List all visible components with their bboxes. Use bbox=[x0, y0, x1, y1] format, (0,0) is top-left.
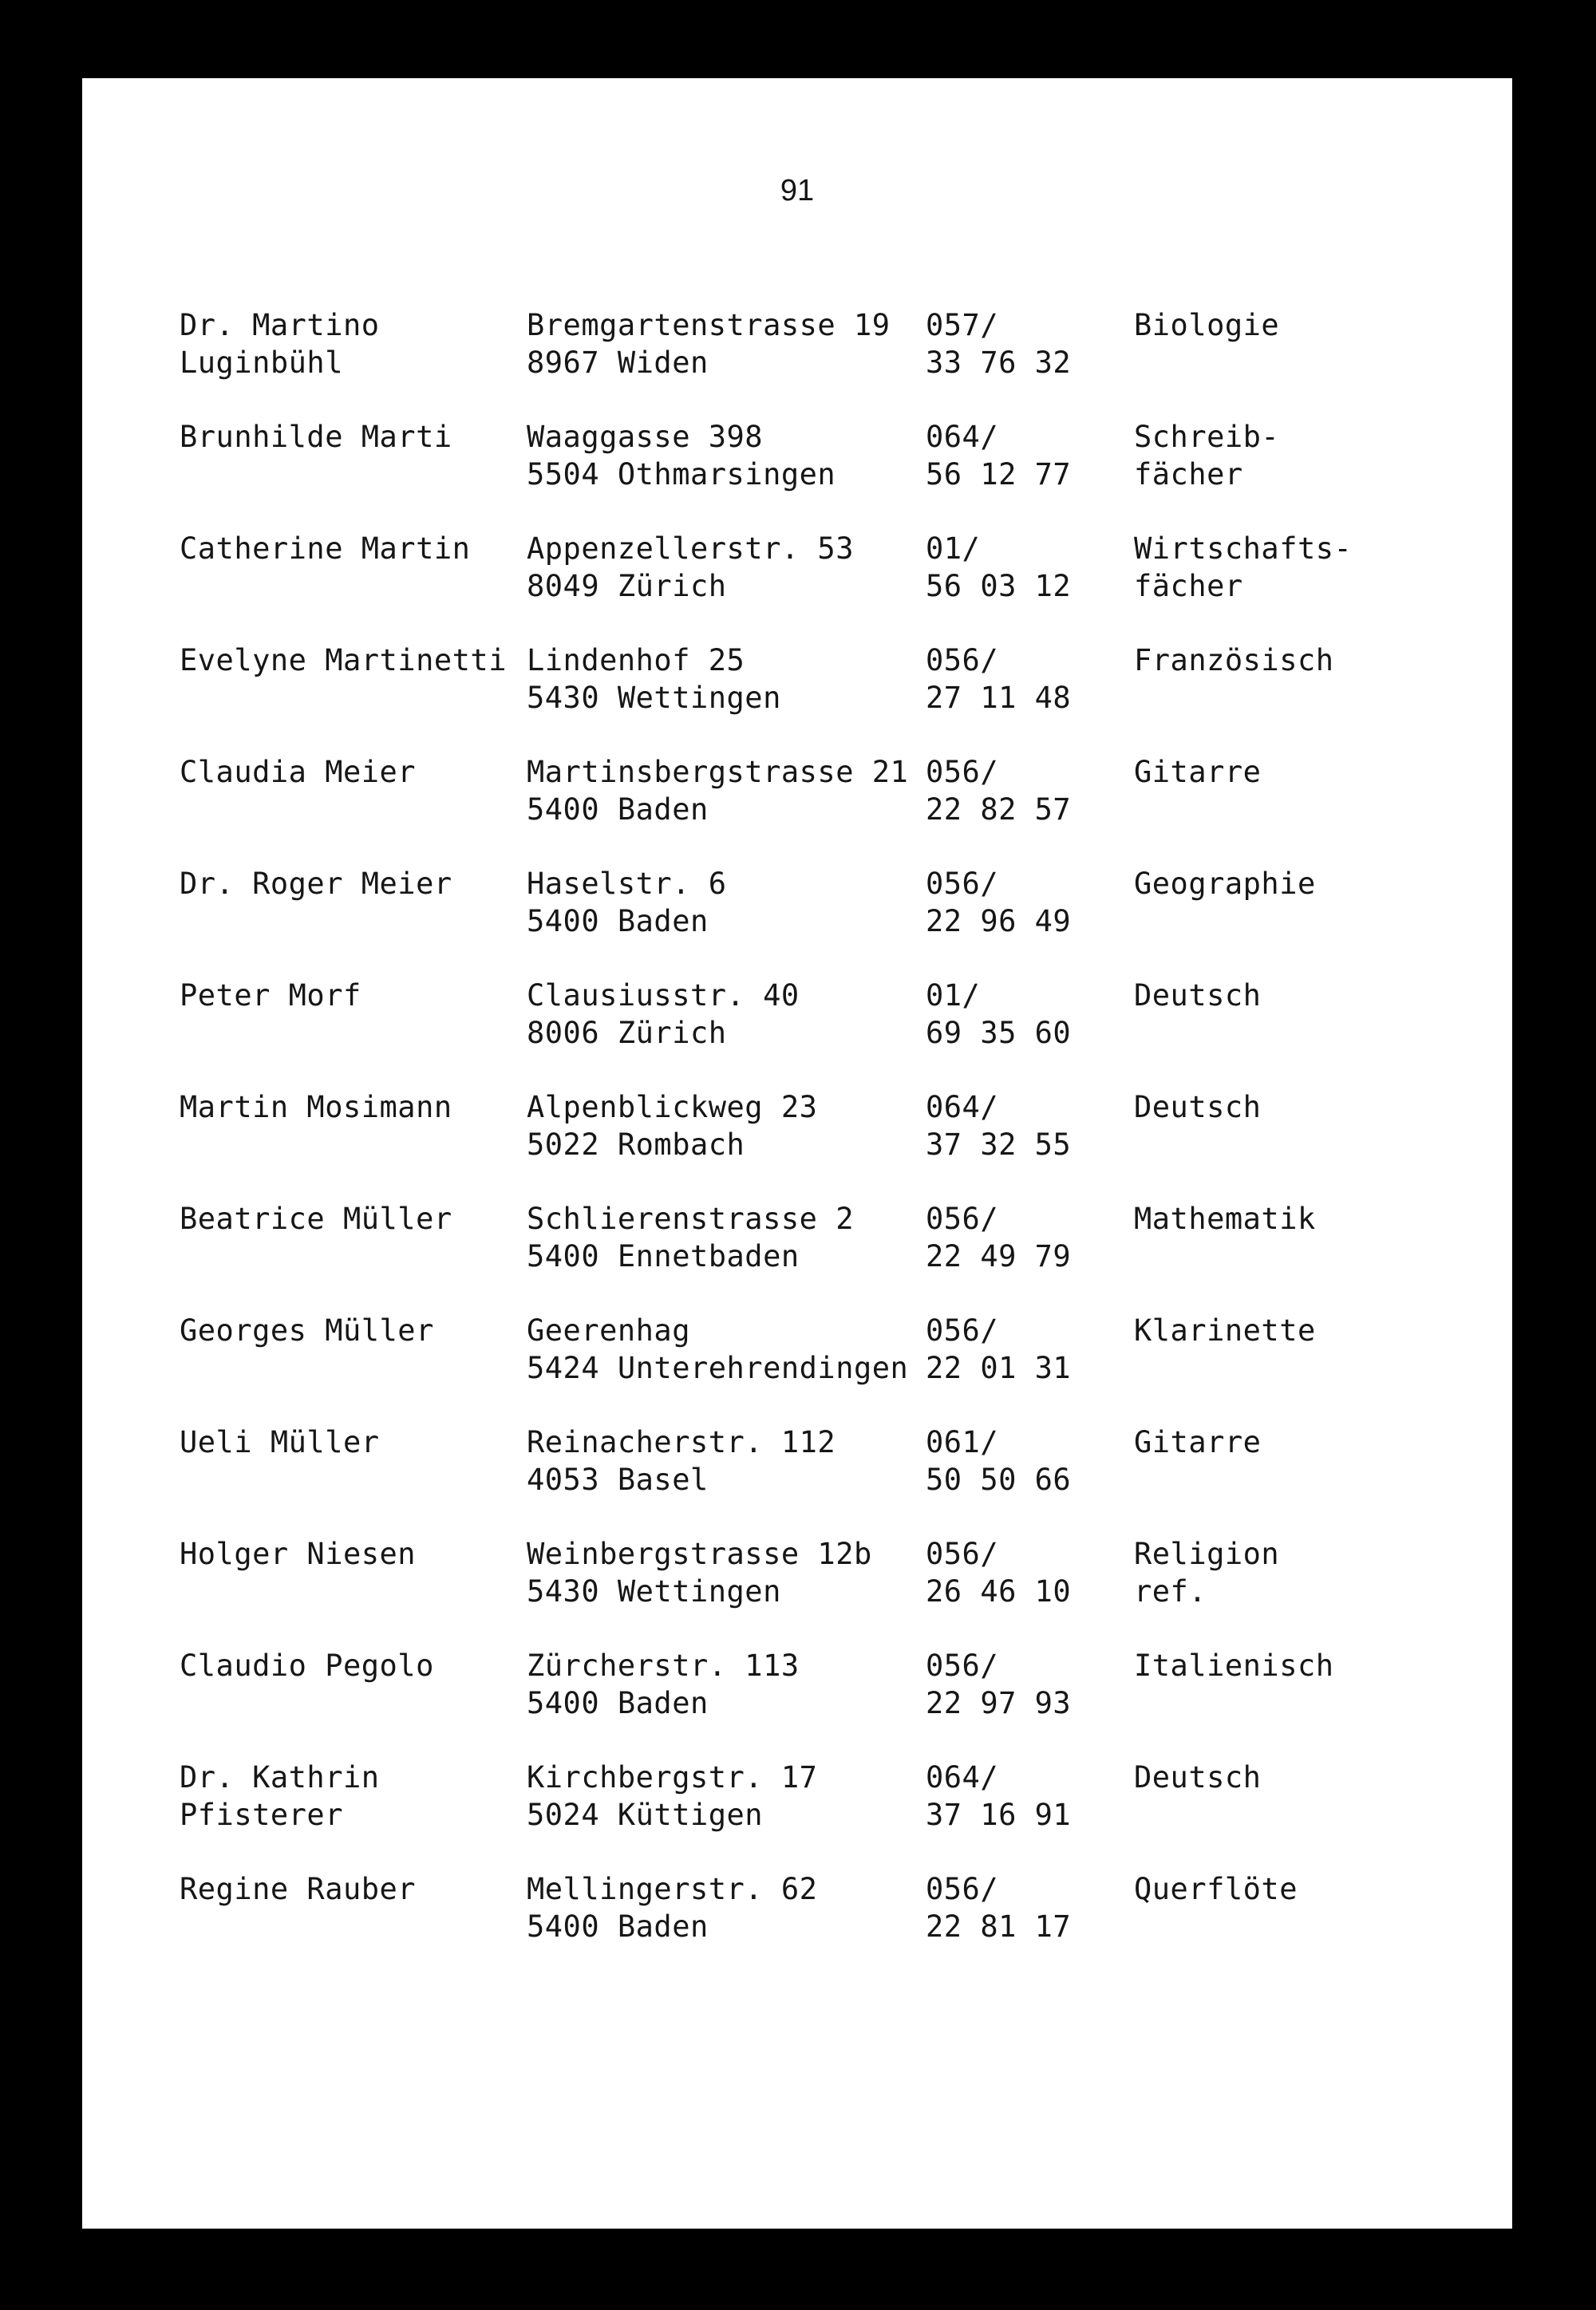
entry-phone bbox=[926, 1759, 1071, 1834]
entry-phone-line: 057/ bbox=[926, 308, 999, 342]
entry-phone bbox=[926, 753, 1071, 828]
entry-address-line: 8049 Zürich bbox=[527, 569, 727, 603]
entry-subject-line: Wirtschafts- bbox=[1134, 531, 1353, 566]
entry-name-line: Ueli Müller bbox=[180, 1425, 380, 1459]
entry-name-line: Brunhilde Marti bbox=[180, 420, 452, 454]
directory-entry bbox=[180, 306, 1456, 418]
directory-entry bbox=[180, 1312, 1456, 1424]
entry-address-line: 5024 Küttigen bbox=[527, 1798, 764, 1832]
entry-address-line: 5400 Baden bbox=[527, 792, 709, 827]
entry-address bbox=[527, 1200, 854, 1275]
entry-phone-line: 69 35 60 bbox=[926, 1016, 1072, 1050]
entry-phone-line: 27 11 48 bbox=[926, 681, 1072, 715]
directory-entry bbox=[180, 642, 1456, 753]
entry-phone-line: 056/ bbox=[926, 867, 999, 901]
entry-subject bbox=[1134, 306, 1279, 344]
entry-address-line: Martinsbergstrasse 21 bbox=[527, 755, 909, 789]
entry-phone-line: 26 46 10 bbox=[926, 1574, 1072, 1609]
entry-subject-line: Mathematik bbox=[1134, 1202, 1316, 1236]
entry-address-line: Appenzellerstr. 53 bbox=[527, 531, 854, 566]
entry-name bbox=[180, 1759, 380, 1834]
entry-address bbox=[527, 1535, 872, 1610]
directory-entry bbox=[180, 1535, 1456, 1647]
entry-phone bbox=[926, 642, 1071, 717]
entry-name bbox=[180, 418, 452, 456]
entry-subject bbox=[1134, 642, 1334, 679]
entry-phone-line: 064/ bbox=[926, 420, 999, 454]
entry-subject-line: ref. bbox=[1134, 1574, 1207, 1609]
entry-address-line: Alpenblickweg 23 bbox=[527, 1090, 818, 1124]
directory-entry bbox=[180, 865, 1456, 977]
entry-name-line: Dr. Kathrin bbox=[180, 1760, 380, 1795]
entry-phone bbox=[926, 1312, 1071, 1387]
entry-phone-line: 064/ bbox=[926, 1760, 999, 1795]
entry-name bbox=[180, 1424, 380, 1461]
directory-entry bbox=[180, 753, 1456, 865]
entry-address-line: 8006 Zürich bbox=[527, 1016, 727, 1050]
entry-address-line: 4053 Basel bbox=[527, 1463, 709, 1497]
entry-phone bbox=[926, 977, 1071, 1052]
entry-address bbox=[527, 306, 891, 381]
entry-phone-line: 50 50 66 bbox=[926, 1463, 1072, 1497]
entry-name-line: Luginbühl bbox=[180, 346, 343, 380]
entry-name bbox=[180, 642, 507, 679]
entry-address-line: Waaggasse 398 bbox=[527, 420, 764, 454]
entry-name bbox=[180, 530, 470, 567]
entry-name bbox=[180, 977, 361, 1014]
entry-subject-line: Französisch bbox=[1134, 643, 1334, 677]
entry-name bbox=[180, 1535, 416, 1573]
entry-name bbox=[180, 1088, 452, 1126]
entry-subject bbox=[1134, 1535, 1279, 1610]
entry-address-line: Schlierenstrasse 2 bbox=[527, 1202, 854, 1236]
entry-phone-line: 33 76 32 bbox=[926, 346, 1072, 380]
entry-address-line: Kirchbergstr. 17 bbox=[527, 1760, 818, 1795]
entry-phone-line: 22 97 93 bbox=[926, 1686, 1072, 1720]
entry-phone-line: 01/ bbox=[926, 978, 981, 1013]
entry-name-line: Claudia Meier bbox=[180, 755, 417, 789]
entry-phone bbox=[926, 1200, 1071, 1275]
entry-address bbox=[527, 1759, 817, 1834]
entry-address-line: 5430 Wettingen bbox=[527, 1574, 781, 1609]
entry-subject-line: Deutsch bbox=[1134, 1760, 1262, 1795]
entry-address-line: Mellingerstr. 62 bbox=[527, 1872, 818, 1906]
entry-phone bbox=[926, 1647, 1071, 1722]
entry-subject-line: fächer bbox=[1134, 457, 1243, 492]
document-page bbox=[82, 78, 1512, 2229]
entry-phone bbox=[926, 865, 1071, 940]
entry-name bbox=[180, 865, 452, 902]
entry-subject bbox=[1134, 530, 1352, 605]
entry-address-line: 5424 Unterehrendingen bbox=[527, 1351, 909, 1385]
entry-phone bbox=[926, 1870, 1071, 1945]
entry-address bbox=[527, 1647, 800, 1722]
entry-subject bbox=[1134, 1088, 1261, 1126]
directory-entry bbox=[180, 1088, 1456, 1200]
entry-address-line: Lindenhof 25 bbox=[527, 643, 745, 677]
entry-phone-line: 56 12 77 bbox=[926, 457, 1072, 492]
entry-subject bbox=[1134, 1312, 1316, 1349]
entry-subject bbox=[1134, 977, 1261, 1014]
entry-address-line: 5504 Othmarsingen bbox=[527, 457, 836, 492]
entry-name bbox=[180, 1870, 416, 1908]
page-number: 91 bbox=[780, 174, 815, 207]
entry-address bbox=[527, 418, 836, 493]
entry-name bbox=[180, 753, 416, 791]
entry-name-line: Pfisterer bbox=[180, 1798, 343, 1832]
entry-phone-line: 061/ bbox=[926, 1425, 999, 1459]
entry-phone-line: 01/ bbox=[926, 531, 981, 566]
entry-address bbox=[527, 753, 908, 828]
entry-phone-line: 056/ bbox=[926, 1313, 999, 1348]
directory-entry bbox=[180, 1870, 1456, 1982]
entry-address-line: 5022 Rombach bbox=[527, 1127, 745, 1162]
entry-name-line: Evelyne Martinetti bbox=[180, 643, 507, 677]
entry-subject-line: Deutsch bbox=[1134, 1090, 1262, 1124]
entry-name bbox=[180, 306, 380, 381]
entry-phone-line: 056/ bbox=[926, 1649, 999, 1683]
entry-name-line: Peter Morf bbox=[180, 978, 361, 1013]
entry-subject-line: Klarinette bbox=[1134, 1313, 1316, 1348]
entry-address bbox=[527, 977, 800, 1052]
entry-address-line: Geerenhag bbox=[527, 1313, 690, 1348]
entry-address-line: Reinacherstr. 112 bbox=[527, 1425, 836, 1459]
entry-subject bbox=[1134, 1647, 1334, 1684]
entry-name-line: Martin Mosimann bbox=[180, 1090, 452, 1124]
entry-subject-line: Biologie bbox=[1134, 308, 1280, 342]
entry-subject bbox=[1134, 865, 1316, 902]
entry-subject-line: fächer bbox=[1134, 569, 1243, 603]
entry-phone bbox=[926, 1088, 1071, 1163]
directory-entry bbox=[180, 1200, 1456, 1312]
entry-phone bbox=[926, 418, 1071, 493]
entry-name-line: Beatrice Müller bbox=[180, 1202, 452, 1236]
entry-phone-line: 056/ bbox=[926, 755, 999, 789]
entry-subject-line: Gitarre bbox=[1134, 1425, 1262, 1459]
entry-address-line: 8967 Widen bbox=[527, 346, 709, 380]
entry-subject-line: Schreib- bbox=[1134, 420, 1280, 454]
entry-phone-line: 22 01 31 bbox=[926, 1351, 1072, 1385]
entry-name bbox=[180, 1647, 434, 1684]
entry-address bbox=[527, 1088, 817, 1163]
entry-address bbox=[527, 1424, 836, 1499]
entry-address-line: 5400 Ennetbaden bbox=[527, 1239, 800, 1273]
entry-address bbox=[527, 865, 727, 940]
directory-entry bbox=[180, 1759, 1456, 1870]
entry-phone bbox=[926, 1535, 1071, 1610]
entry-phone-line: 056/ bbox=[926, 1872, 999, 1906]
entry-address-line: 5400 Baden bbox=[527, 1909, 709, 1944]
entry-name-line: Claudio Pegolo bbox=[180, 1649, 434, 1683]
entry-name-line: Catherine Martin bbox=[180, 531, 471, 566]
entry-subject-line: Deutsch bbox=[1134, 978, 1262, 1013]
entry-subject bbox=[1134, 1759, 1261, 1796]
entry-address bbox=[527, 1312, 908, 1387]
entry-address-line: 5400 Baden bbox=[527, 904, 709, 938]
entry-address-line: Bremgartenstrasse 19 bbox=[527, 308, 891, 342]
entry-address-line: Haselstr. 6 bbox=[527, 867, 727, 901]
entry-address-line: 5400 Baden bbox=[527, 1686, 709, 1720]
entry-address-line: 5430 Wettingen bbox=[527, 681, 781, 715]
entry-subject bbox=[1134, 418, 1279, 493]
entry-name-line: Dr. Martino bbox=[180, 308, 380, 342]
entry-address bbox=[527, 530, 854, 605]
entry-phone bbox=[926, 1424, 1071, 1499]
entry-address bbox=[527, 642, 781, 717]
entry-name bbox=[180, 1312, 434, 1349]
entry-subject-line: Gitarre bbox=[1134, 755, 1262, 789]
entry-phone-line: 56 03 12 bbox=[926, 569, 1072, 603]
entry-subject-line: Geographie bbox=[1134, 867, 1316, 901]
entry-phone-line: 22 81 17 bbox=[926, 1909, 1072, 1944]
entry-phone bbox=[926, 530, 1071, 605]
entry-name-line: Dr. Roger Meier bbox=[180, 867, 452, 901]
entry-address-line: Zürcherstr. 113 bbox=[527, 1649, 800, 1683]
entry-name bbox=[180, 1200, 452, 1238]
entry-address bbox=[527, 1870, 817, 1945]
entry-subject-line: Querflöte bbox=[1134, 1872, 1298, 1906]
directory-entry bbox=[180, 530, 1456, 642]
directory-entry bbox=[180, 418, 1456, 530]
entry-name-line: Holger Niesen bbox=[180, 1537, 417, 1571]
directory-entry bbox=[180, 1424, 1456, 1535]
entry-phone-line: 22 49 79 bbox=[926, 1239, 1072, 1273]
entry-phone-line: 056/ bbox=[926, 643, 999, 677]
directory-list bbox=[180, 306, 1456, 1982]
entry-subject-line: Religion bbox=[1134, 1537, 1280, 1571]
entry-phone-line: 056/ bbox=[926, 1537, 999, 1571]
entry-phone-line: 37 16 91 bbox=[926, 1798, 1072, 1832]
entry-phone-line: 056/ bbox=[926, 1202, 999, 1236]
entry-name-line: Georges Müller bbox=[180, 1313, 434, 1348]
entry-address-line: Clausiusstr. 40 bbox=[527, 978, 800, 1013]
entry-phone-line: 22 82 57 bbox=[926, 792, 1072, 827]
entry-phone-line: 22 96 49 bbox=[926, 904, 1072, 938]
directory-entry bbox=[180, 977, 1456, 1088]
directory-entry bbox=[180, 1647, 1456, 1759]
entry-address-line: Weinbergstrasse 12b bbox=[527, 1537, 872, 1571]
entry-subject bbox=[1134, 1870, 1298, 1908]
entry-phone-line: 064/ bbox=[926, 1090, 999, 1124]
entry-subject bbox=[1134, 753, 1261, 791]
entry-subject-line: Italienisch bbox=[1134, 1649, 1334, 1683]
entry-name-line: Regine Rauber bbox=[180, 1872, 417, 1906]
entry-phone-line: 37 32 55 bbox=[926, 1127, 1072, 1162]
entry-subject bbox=[1134, 1200, 1316, 1238]
entry-phone bbox=[926, 306, 1071, 381]
entry-subject bbox=[1134, 1424, 1261, 1461]
